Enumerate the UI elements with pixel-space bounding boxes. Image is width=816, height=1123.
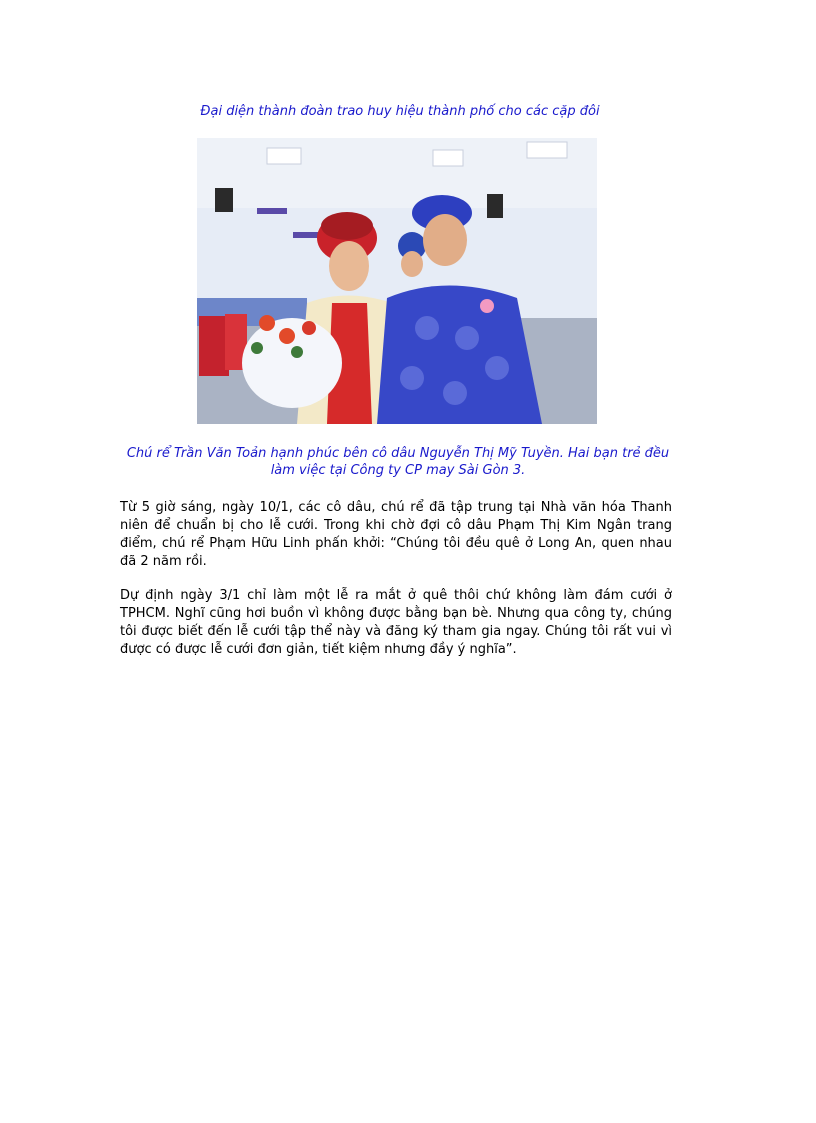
photo-caption-bottom: Chú rể Trần Văn Toản hạnh phúc bên cô dâu Nguyễn Thị Mỹ Tuyền. Hai bạn trẻ đều làm việc tại Công ty CP may Sài Gòn 3. <box>126 446 670 478</box>
article-paragraph-1: Từ 5 giờ sáng, ngày 10/1, các cô dâu, chú rể đã tập trung tại Nhà văn hóa Thanh niên để chuẩn bị cho lễ cưới. Trong khi chờ đợi cô dâu Phạm Thị Kim Ngân trang điểm, chú rể Phạm Hữu Linh phấn khởi: “Chúng tôi đều quê ở Long An, quen nhau đã 2 năm rồi. <box>120 500 672 569</box>
wedding-couple-photo <box>197 138 597 424</box>
article-paragraph-2: Dự định ngày 3/1 chỉ làm một lễ ra mắt ở quê thôi chứ không làm đám cưới ở TPHCM. Nghĩ cũng hơi buồn vì không được bằng bạn bè. Nhưng qua công ty, chúng tôi được biết đến lễ cưới tập thể này và đăng ký tham gia ngay. Chúng tôi rất vui vì được có được lễ cưới đơn giản, tiết kiệm nhưng đầy ý nghĩa”. <box>120 588 672 657</box>
photo-caption-top: Đại diện thành đoàn trao huy hiệu thành phố cho các cặp đôi <box>200 104 600 119</box>
